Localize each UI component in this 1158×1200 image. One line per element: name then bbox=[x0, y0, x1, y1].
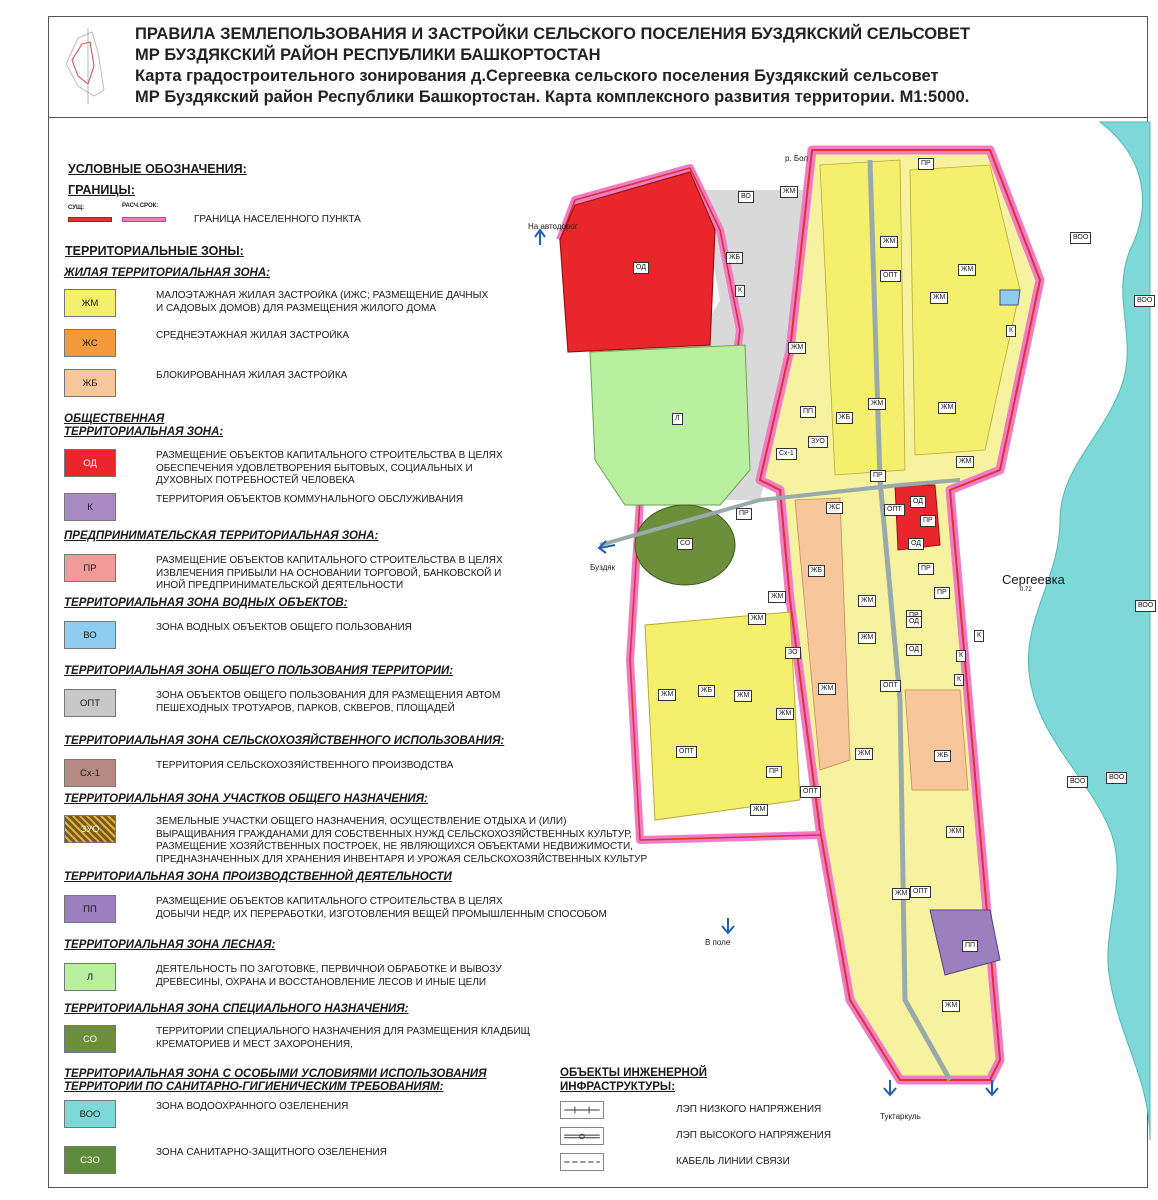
zone-code-label: ОД bbox=[906, 644, 922, 656]
zone-swatch: СЗО bbox=[64, 1146, 116, 1174]
title-line-2: МР БУЗДЯКСКИЙ РАЙОН РЕСПУБЛИКИ БАШКОРТОСТАН bbox=[135, 46, 601, 64]
zone-code-label: К bbox=[954, 674, 964, 686]
zone-swatch: ЗУО bbox=[64, 815, 116, 843]
zone-description-line: СРЕДНЕЭТАЖНАЯ ЖИЛАЯ ЗАСТРОЙКА bbox=[156, 330, 350, 341]
zone-code-label: ЖМ bbox=[942, 1000, 960, 1012]
zone-code-label: ЖБ bbox=[698, 685, 715, 697]
zone-code-label: ПР bbox=[736, 508, 752, 520]
zone-code-label: ЖМ bbox=[930, 292, 948, 304]
border-description: ГРАНИЦА НАСЕЛЕННОГО ПУНКТА bbox=[194, 214, 361, 225]
zone-description-line: РАЗМЕЩЕНИЕ ОБЪЕКТОВ КАПИТАЛЬНОГО СТРОИТЕЛЬСТВА В ЦЕЛЯХ bbox=[156, 450, 503, 461]
zone-group-title: ОБЩЕСТВЕННАЯ bbox=[64, 413, 165, 425]
zone-description-line: ЗОНА ВОДНЫХ ОБЪЕКТОВ ОБЩЕГО ПОЛЬЗОВАНИЯ bbox=[156, 622, 412, 633]
zone-code-label: ЖМ bbox=[734, 690, 752, 702]
place-label: Буздяк bbox=[590, 563, 616, 572]
zone-group-title: ТЕРРИТОРИАЛЬНАЯ ЗОНА СЕЛЬСКОХОЗЯЙСТВЕННОГО ИСПОЛЬЗОВАНИЯ: bbox=[64, 735, 505, 747]
zone-description-line: ДЕЯТЕЛЬНОСТЬ ПО ЗАГОТОВКЕ, ПЕРВИЧНОЙ ОБРАБОТКЕ И ВЫВОЗУ bbox=[156, 964, 502, 975]
title-line-1: ПРАВИЛА ЗЕМЛЕПОЛЬЗОВАНИЯ И ЗАСТРОЙКИ СЕЛЬСКОГО ПОСЕЛЕНИЯ БУЗДЯКСКИЙ СЕЛЬСОВЕТ bbox=[135, 25, 971, 43]
zone-description-line: ЗОНА ВОДООХРАННОГО ОЗЕЛЕНЕНИЯ bbox=[156, 1101, 349, 1112]
arrow-up-icon bbox=[535, 230, 545, 245]
zone-description-line: ДОБЫЧИ НЕДР, ИХ ПЕРЕРАБОТКИ, ИЗГОТОВЛЕНИЯ ВЕЩЕЙ ПРОМЫШЛЕННЫМ СПОСОБОМ bbox=[156, 908, 607, 920]
zone-code-label: ОД bbox=[908, 538, 924, 550]
zone-code-label: ВОО bbox=[1067, 776, 1088, 788]
zone-code-label: ЖБ bbox=[836, 412, 853, 424]
zone-code-label: ВОО bbox=[1135, 600, 1156, 612]
infra-label: ЛЭП ВЫСОКОГО НАПРЯЖЕНИЯ bbox=[676, 1130, 832, 1141]
zone-code-label: ЖМ bbox=[818, 683, 836, 695]
zone-code-label: ОД bbox=[633, 262, 649, 274]
zone-group-title: ТЕРРИТОРИАЛЬНАЯ ЗОНА ОБЩЕГО ПОЛЬЗОВАНИЯ ТЕРРИТОРИИ: bbox=[64, 665, 454, 677]
zone-description-line: ИНОЙ ПРЕДПРИНИМАТЕЛЬСКОЙ ДЕЯТЕЛЬНОСТИ bbox=[156, 580, 404, 591]
zone-code-label: ОД bbox=[910, 496, 926, 508]
zone-swatch: ЖБ bbox=[64, 369, 116, 397]
zone-description-line: РАЗМЕЩЕНИЕ ОБЪЕКТОВ КАПИТАЛЬНОГО СТРОИТЕЛЬСТВА В ЦЕЛЯХ bbox=[156, 555, 503, 566]
title-line-3: Карта градостроительного зонирования д.Сергеевка сельского поселения Буздякский сельсовет bbox=[135, 67, 939, 85]
zone-group-title-2: ТЕРРИТОРИИ ПО САНИТАРНО-ГИГИЕНИЧЕСКИМ ТРЕБОВАНИЯМ: bbox=[64, 1081, 444, 1093]
border-existing-label: СУЩ: bbox=[68, 205, 85, 211]
zone-code-label: ЖМ bbox=[748, 613, 766, 625]
zone-code-label: ПП bbox=[962, 940, 978, 952]
zone-code-label: ЖМ bbox=[780, 186, 798, 198]
zone-description-line: ДУХОВНЫХ ПОТРЕБНОСТЕЙ ЧЕЛОВЕКА bbox=[156, 475, 355, 486]
zone-code-label: ЖМ bbox=[880, 236, 898, 248]
zone-code-label: ЖМ bbox=[858, 595, 876, 607]
zone-code-label: К bbox=[974, 630, 984, 642]
zone-description-line: ЗОНА ОБЪЕКТОВ ОБЩЕГО ПОЛЬЗОВАНИЯ ДЛЯ РАЗМЕЩЕНИЯ АВТОМ bbox=[156, 690, 501, 701]
zone-code-label: ПР bbox=[934, 587, 950, 599]
zone-code-label: К bbox=[956, 650, 966, 662]
zone-code-label: ЖМ bbox=[958, 264, 976, 276]
zone-code-label: ВОО bbox=[1070, 232, 1091, 244]
zone-swatch: ЖС bbox=[64, 329, 116, 357]
zone-code-label: Л bbox=[672, 413, 683, 425]
zone-code-label: ОПТ bbox=[880, 270, 901, 282]
zone-code-label: ЖМ bbox=[658, 689, 676, 701]
zone-description-line: МАЛОЭТАЖНАЯ ЖИЛАЯ ЗАСТРОЙКА (ИЖС; РАЗМЕЩЕНИЕ ДАЧНЫХ bbox=[156, 290, 489, 301]
zone-code-label: ВОО bbox=[1106, 772, 1127, 784]
zone-description-line: ТЕРРИТОРИИ СПЕЦИАЛЬНОГО НАЗНАЧЕНИЯ ДЛЯ РАЗМЕЩЕНИЯ КЛАДБИЩ bbox=[156, 1026, 531, 1037]
zone-code-label: ЖМ bbox=[776, 708, 794, 720]
zone-swatch: К bbox=[64, 493, 116, 521]
zone-group-title: ПРЕДПРИНИМАТЕЛЬСКАЯ ТЕРРИТОРИАЛЬНАЯ ЗОНА: bbox=[64, 530, 379, 542]
zone-code-label: СО bbox=[677, 538, 693, 550]
zone-code-label: ОПТ bbox=[884, 504, 905, 516]
zone-group-title: ТЕРРИТОРИАЛЬНАЯ ЗОНА ВОДНЫХ ОБЪЕКТОВ: bbox=[64, 597, 348, 609]
zone-description-line: ЗЕМЕЛЬНЫЕ УЧАСТКИ ОБЩЕГО НАЗНАЧЕНИЯ, ОСУЩЕСТВЛЕНИЕ ОТДЫХА И (ИЛИ) bbox=[156, 816, 567, 827]
zone-code-label: ЖМ bbox=[946, 826, 964, 838]
zone-code-label: К bbox=[735, 285, 745, 297]
zone-code-label: ВО bbox=[738, 191, 754, 203]
zone-swatch: ОД bbox=[64, 449, 116, 477]
title-line-4: МР Буздякский район Республики Башкортостан. Карта комплексного развития территории. М1:5000. bbox=[135, 88, 970, 106]
borders-heading: ГРАНИЦЫ: bbox=[68, 183, 135, 197]
infra-label: КАБЕЛЬ ЛИНИИ СВЯЗИ bbox=[676, 1156, 790, 1167]
zone-code-label: ЖМ bbox=[892, 888, 910, 900]
zone-description-line: КРЕМАТОРИЕВ И МЕСТ ЗАХОРОНЕНИЯ, bbox=[156, 1038, 353, 1050]
river-label: р. Бол bbox=[785, 154, 809, 163]
border-planned-label: РАСЧ.СРОК: bbox=[122, 203, 159, 209]
zone-code-label: ОПТ bbox=[910, 886, 931, 898]
zone-code-label: ЖБ bbox=[808, 565, 825, 577]
zone-code-label: К bbox=[1006, 325, 1016, 337]
zone-description-line: ДРЕВЕСИНЫ, ОХРАНА И ВОССТАНОВЛЕНИЕ ЛЕСОВ И ИНЫЕ ЦЕЛИ bbox=[156, 976, 487, 988]
legend-heading: УСЛОВНЫЕ ОБОЗНАЧЕНИЯ: bbox=[68, 162, 247, 176]
zone-code-label: ЖБ bbox=[726, 252, 743, 264]
zone-code-label: ПП bbox=[800, 406, 816, 418]
zone-description-line: ТЕРРИТОРИЯ СЕЛЬСКОХОЗЯЙСТВЕННОГО ПРОИЗВОДСТВА bbox=[156, 760, 454, 771]
village-elevation: 0.72 bbox=[1020, 587, 1032, 593]
zone-code-label: ПР bbox=[870, 470, 886, 482]
zone-description-line: ИЗВЛЕЧЕНИЯ ПРИБЫЛИ НА ОСНОВАНИИ ТОРГОВОЙ, БАНКОВСКОЙ И bbox=[156, 567, 502, 579]
forest-zone bbox=[590, 345, 750, 505]
zone-code-label: ЖМ bbox=[768, 591, 786, 603]
zone-code-label: ОПТ bbox=[800, 786, 821, 798]
zone-description-line: ВЫРАЩИВАНИЯ ГРАЖДАНАМИ ДЛЯ СОБСТВЕННЫХ НУЖД СЕЛЬСКОХОЗЯЙСТВЕННЫХ КУЛЬТУР, bbox=[156, 828, 632, 840]
zone-description-line: РАЗМЕЩЕНИЕ ХОЗЯЙСТВЕННЫХ ПОСТРОЕК, НЕ ЯВЛЯЮЩИХСЯ ОБЪЕКТАМИ НЕДВИЖИМОСТИ, bbox=[156, 841, 633, 852]
blocked-housing-east bbox=[905, 690, 968, 790]
zone-group-title: ЖИЛАЯ ТЕРРИТОРИАЛЬНАЯ ЗОНА: bbox=[64, 267, 270, 279]
zone-code-label: ЖМ bbox=[788, 342, 806, 354]
zone-code-label: ОД bbox=[906, 616, 922, 628]
zone-swatch: ВОО bbox=[64, 1100, 116, 1128]
zone-code-label: ЗО bbox=[785, 647, 801, 659]
river-protection-zone bbox=[1028, 122, 1150, 1140]
zone-code-label: ЖМ bbox=[750, 804, 768, 816]
zone-code-label: ЖМ bbox=[938, 402, 956, 414]
zone-swatch: ОПТ bbox=[64, 689, 116, 717]
zone-group-title-2: ТЕРРИТОРИАЛЬНАЯ ЗОНА: bbox=[64, 426, 224, 438]
zone-group-title: ТЕРРИТОРИАЛЬНАЯ ЗОНА СПЕЦИАЛЬНОГО НАЗНАЧЕНИЯ: bbox=[64, 1003, 409, 1015]
infrastructure-heading-line-1: ОБЪЕКТЫ ИНЖЕНЕРНОЙ bbox=[560, 1067, 708, 1079]
zone-code-label: ПР bbox=[918, 563, 934, 575]
zone-description-line: РАЗМЕЩЕНИЕ ОБЪЕКТОВ КАПИТАЛЬНОГО СТРОИТЕЛЬСТВА В ЦЕЛЯХ bbox=[156, 896, 503, 907]
zone-code-label: ЗУО bbox=[808, 436, 828, 448]
zone-code-label: ПР bbox=[920, 515, 936, 527]
place-label: В поле bbox=[705, 938, 731, 947]
housing-strip-inner bbox=[820, 160, 905, 475]
place-label: Туктаркуль bbox=[880, 1112, 921, 1121]
zone-group-title: ТЕРРИТОРИАЛЬНАЯ ЗОНА ПРОИЗВОДСТВЕННОЙ ДЕЯТЕЛЬНОСТИ bbox=[64, 871, 452, 883]
village-name: Сергеевка bbox=[1002, 572, 1065, 587]
zone-code-label: ЖМ bbox=[956, 456, 974, 468]
zone-swatch: ЖМ bbox=[64, 289, 116, 317]
zone-swatch: Сх-1 bbox=[64, 759, 116, 787]
zone-code-label: ОПТ bbox=[880, 680, 901, 692]
zone-code-label: Сх-1 bbox=[776, 448, 797, 460]
zone-swatch: ПР bbox=[64, 554, 116, 582]
zone-description-line: БЛОКИРОВАННАЯ ЖИЛАЯ ЗАСТРОЙКА bbox=[156, 370, 348, 381]
zone-swatch: ПП bbox=[64, 895, 116, 923]
infrastructure-heading-line-2: ИНФРАСТРУКТУРЫ: bbox=[560, 1081, 676, 1093]
zone-code-label: ПР bbox=[918, 158, 934, 170]
zone-code-label: ПР bbox=[766, 766, 782, 778]
water-body bbox=[1000, 290, 1020, 305]
zone-description-line: ПЕШЕХОДНЫХ ТРОТУАРОВ, ПАРКОВ, СКВЕРОВ, ПЛОЩАДЕЙ bbox=[156, 702, 455, 714]
zone-code-label: ЖС bbox=[826, 502, 843, 514]
zone-group-title: ТЕРРИТОРИАЛЬНАЯ ЗОНА ЛЕСНАЯ: bbox=[64, 939, 276, 951]
zones-heading: ТЕРРИТОРИАЛЬНЫЕ ЗОНЫ: bbox=[65, 244, 244, 258]
zone-code-label: ЖМ bbox=[868, 398, 886, 410]
place-label: На автодорог bbox=[528, 222, 578, 231]
zone-description-line: ТЕРРИТОРИЯ ОБЪЕКТОВ КОММУНАЛЬНОГО ОБСЛУЖИВАНИЯ bbox=[156, 494, 464, 505]
zone-code-label: ЖБ bbox=[934, 750, 951, 762]
infra-label: ЛЭП НИЗКОГО НАПРЯЖЕНИЯ bbox=[676, 1104, 822, 1115]
zone-description-line: И САДОВЫХ ДОМОВ) ДЛЯ РАЗМЕЩЕНИЯ ЖИЛОГО ДОМА bbox=[156, 302, 437, 314]
arrow-down-icon bbox=[722, 918, 734, 933]
zone-code-label: ВОО bbox=[1134, 295, 1155, 307]
zone-description-line: ОБЕСПЕЧЕНИЯ УДОВЛЕТВОРЕНИЯ БЫТОВЫХ, СОЦИАЛЬНЫХ И bbox=[156, 462, 473, 474]
zone-code-label: ОПТ bbox=[676, 746, 697, 758]
zone-code-label: ЖМ bbox=[858, 632, 876, 644]
arrow-down-icon bbox=[884, 1080, 896, 1095]
zone-description-line: ЗОНА САНИТАРНО-ЗАЩИТНОГО ОЗЕЛЕНЕНИЯ bbox=[156, 1147, 387, 1158]
zone-swatch: Л bbox=[64, 963, 116, 991]
zone-description-line: ПРЕДНАЗНАЧЕННЫХ ДЛЯ ХРАНЕНИЯ ИНВЕНТАРЯ И УРОЖАЯ СЕЛЬСКОХОЗЯЙСТВЕННЫХ КУЛЬТУР bbox=[156, 853, 648, 865]
zone-group-title: ТЕРРИТОРИАЛЬНАЯ ЗОНА УЧАСТКОВ ОБЩЕГО НАЗНАЧЕНИЯ: bbox=[64, 793, 428, 805]
zone-swatch: ВО bbox=[64, 621, 116, 649]
zone-group-title: ТЕРРИТОРИАЛЬНАЯ ЗОНА С ОСОБЫМИ УСЛОВИЯМИ ИСПОЛЬЗОВАНИЯ bbox=[64, 1068, 487, 1080]
zone-code-label: ЖМ bbox=[855, 748, 873, 760]
zone-swatch: СО bbox=[64, 1025, 116, 1053]
